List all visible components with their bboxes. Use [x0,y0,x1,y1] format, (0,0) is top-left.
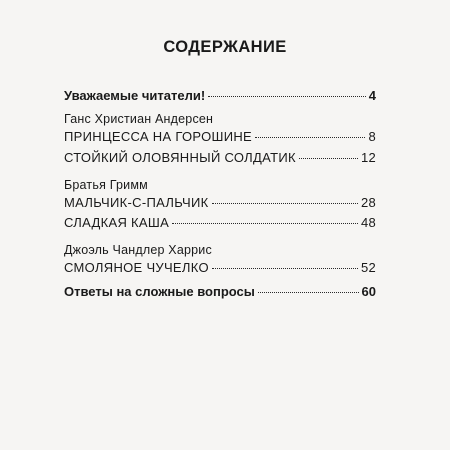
toc-entry-label: СЛАДКАЯ КАША [64,215,170,230]
toc-author-harris: Джоэль Чандлер Харрис [64,243,212,257]
toc-page-number: 4 [368,88,376,103]
toc-entry-answers [64,284,376,299]
toc-entry-label: МАЛЬЧИК-С-ПАЛЬЧИК [64,195,209,210]
toc-entry-tar-baby [64,260,376,275]
toc-page-number: 8 [368,129,376,144]
toc-page-number: 60 [361,284,376,299]
toc-entry-tin-soldier [64,150,376,165]
dot-leader [212,268,358,269]
toc-entry-label: СМОЛЯНОЕ ЧУЧЕЛКО [64,260,209,275]
toc-entry-sweet-porridge [64,215,376,230]
toc-entry-readers [64,88,376,103]
toc-page-number: 48 [360,215,376,230]
toc-page-number: 52 [360,260,376,275]
toc-author-andersen: Ганс Христиан Андерсен [64,112,214,126]
dot-leader [212,203,358,204]
toc-entry-thumbling [64,195,376,210]
toc-author-grimm: Братья Гримм [64,178,148,192]
toc-entry-label: ПРИНЦЕССА НА ГОРОШИНЕ [64,129,253,144]
dot-leader [208,96,366,97]
toc-entry-label: СТОЙКИЙ ОЛОВЯННЫЙ СОЛДАТИК [64,150,296,165]
toc-page-number: 12 [360,150,376,165]
dot-leader [172,223,358,224]
dot-leader [258,292,359,293]
toc-entry-princess [64,129,376,144]
page-title: СОДЕРЖАНИЕ [163,38,287,56]
toc-entry-label: Ответы на сложные вопросы [64,284,255,299]
toc-entry-label: Уважаемые читатели! [64,88,206,103]
dot-leader [255,137,365,138]
toc-page-number: 28 [360,195,376,210]
dot-leader [299,158,358,159]
